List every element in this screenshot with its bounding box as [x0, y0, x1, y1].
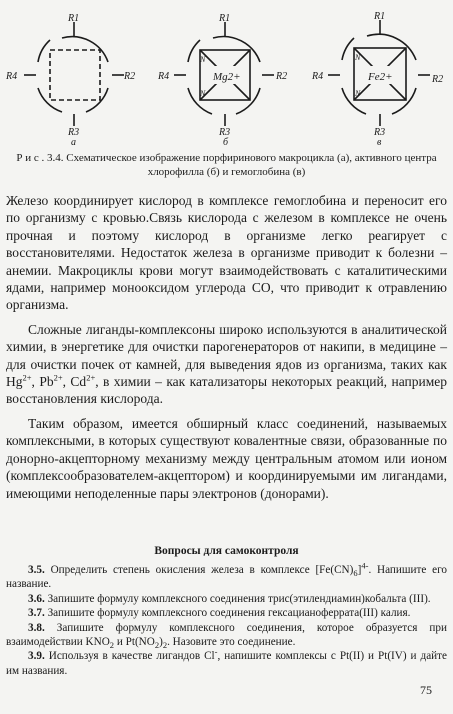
q2-text: Запишите формулу комплексного соединения трис(этилендиамин)кобальта (III).: [44, 592, 431, 605]
q4-part-c: ): [159, 636, 163, 649]
b-center-label: Mg2+: [213, 71, 241, 83]
body-text: [6, 192, 447, 502]
b-r3: R3: [219, 127, 231, 138]
c-n-left-top: N: [355, 53, 361, 62]
q4-part-a: Запишите формулу комплексного соединения, которое образуется при взаимодействии KNO: [6, 621, 447, 649]
questions-heading: Вопросы для самоконтроля: [154, 545, 299, 557]
question-3-5: [6, 560, 447, 592]
question-3-6: [6, 592, 447, 606]
q5-part-a: Используя в качестве лигандов Cl: [44, 650, 215, 663]
c-letter: в: [377, 137, 382, 148]
q1-part-b: ]: [357, 564, 362, 576]
porphyrin-figure: [0, 0, 453, 150]
q1-number: 3.5.: [28, 564, 45, 576]
paragraph-2: [6, 321, 447, 408]
q5-number: 3.9.: [28, 650, 45, 663]
p2-part-d: , в химии – как катализаторы некоторых реакций, например восстановления кислорода.: [6, 374, 447, 407]
b-letter: б: [223, 137, 229, 148]
c-r4: R4: [312, 71, 324, 82]
q4-part-d: . Назовите это соединение.: [167, 636, 296, 649]
b-r2: R2: [276, 71, 288, 82]
a-letter: а: [71, 137, 76, 148]
b-n-left-bottom: N: [200, 89, 206, 98]
page-number: 75: [420, 683, 432, 697]
p2-part-a: Сложные лиганды-комплексоны широко используются в аналитической химии, в энергетике для очистки парогенераторов от накипи, в медицине – для очистки почек от камней, для выведения ядов из организма, таких как Hg: [6, 321, 447, 390]
paragraph-3: Таким образом, имеется обширный класс соединений, называемых комплексными, в которых существуют ковалентные связи, образованные по донорно-акцепторному механизму между центральным атомом или ионом (комплексообразователем-акцептором) и координируемыми им лигандами, имеющими неподеленные пары электронов (донорами).: [6, 415, 447, 501]
p2-sup-1: 2+: [22, 372, 32, 383]
b-r1: R1: [219, 13, 231, 24]
q3-text: Запишите формулу комплексного соединения гексацианоферрата(III) калия.: [44, 607, 411, 620]
p2-part-b: , Pb: [31, 374, 54, 390]
q4-part-b: и Pt(NO: [114, 636, 155, 649]
question-3-9: [6, 646, 447, 678]
q1-part-a: Определить степень окисления железа в комплексе [Fe(CN): [44, 564, 354, 576]
q4-number: 3.8.: [28, 621, 45, 634]
q1-sub: 6: [353, 568, 358, 579]
p2-part-c: , Cd: [62, 374, 87, 390]
a-r3: R3: [68, 127, 80, 138]
paragraph-1: Железо координирует кислород в комплексе гемоглобина и переносит его по организму с кровью.Связь кислорода с железом в комплексе не очень прочная и поэтому кислород в организме легко реагирует с восстановителями. Недостаток железа в организме приводит к болезни – анемии. Макроциклы крови могут взаимодействовать с каталитическими ядами, например монооксидом углерода СО, что приводит к отравлению организма.: [6, 193, 447, 313]
q4-sub-3: 2: [162, 640, 168, 651]
c-r1: R1: [374, 11, 386, 22]
figure-caption: Р и с . 3.4. Схематическое изображение порфиринового макроцикла (а), активного центра хлорофилла (б) и гемоглобина (в): [16, 152, 437, 178]
c-center-label: Fe2+: [368, 71, 393, 83]
c-r2: R2: [432, 74, 444, 85]
porphyrin-diagrams: [0, 0, 453, 150]
q1-sup: 4-: [361, 560, 369, 571]
p2-sup-3: 2+: [86, 372, 96, 383]
a-r2: R2: [124, 71, 136, 82]
b-n-left-top: N: [200, 55, 206, 64]
q2-number: 3.6.: [28, 592, 45, 605]
structure-a: [24, 22, 124, 126]
c-n-left-bottom: N: [355, 89, 361, 98]
questions-list: [6, 560, 447, 678]
p2-sup-2: 2+: [53, 372, 63, 383]
a-r4: R4: [6, 71, 18, 82]
question-3-8: [6, 621, 447, 650]
q4-sub-2: 2: [154, 640, 160, 651]
question-3-7: [6, 606, 447, 620]
q1-part-c: . Напишите его название.: [6, 564, 447, 591]
a-r1: R1: [68, 13, 80, 24]
c-r3: R3: [374, 127, 386, 138]
q5-sup: -: [214, 646, 218, 657]
q5-part-b: , напишите комплексы с Pt(II) и Pt(IV) и дайте им названия.: [6, 650, 447, 677]
q4-sub-1: 2: [109, 640, 115, 651]
q3-number: 3.7.: [28, 607, 45, 620]
b-r4: R4: [158, 71, 170, 82]
